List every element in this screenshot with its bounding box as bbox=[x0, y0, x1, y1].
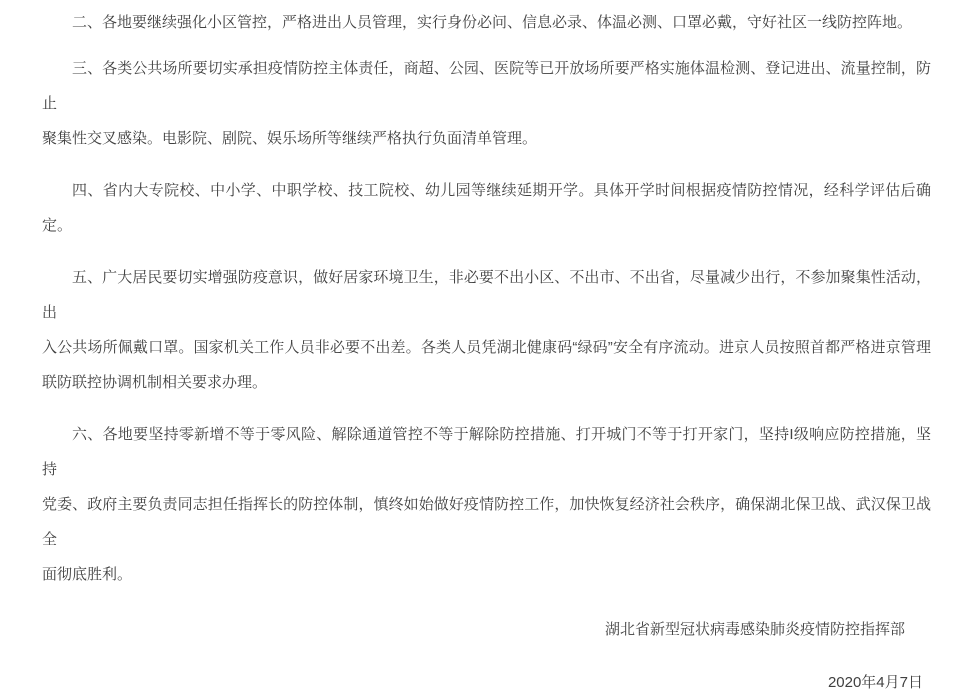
text-line: 二、各地要继续强化小区管控，严格进出人员管理，实行身份必问、信息必录、体温必测、口罩必戴，守好社区一线防控阵地。 bbox=[72, 14, 913, 31]
signature: 湖北省新型冠状病毒感染肺炎疫情防控指挥部 bbox=[604, 621, 905, 638]
text-line: 六、各地要坚持零新增不等于零风险、解除通道管控不等于解除防控措施、打开城门不等于打开家门，坚持I级响应防控措施，坚持 bbox=[42, 426, 931, 478]
date: 2020年4月7日 bbox=[827, 674, 923, 691]
text-line: 四、省内大专院校、中小学、中职学校、技工院校、幼儿园等继续延期开学。具体开学时间根据疫情防控情况，经科学评估后确定。 bbox=[42, 182, 931, 234]
text-line: 三、各类公共场所要切实承担疫情防控主体责任，商超、公园、医院等已开放场所要严格实施体温检测、登记进出、流量控制，防止 bbox=[42, 60, 931, 112]
paragraph-6 bbox=[42, 417, 931, 592]
paragraph-5 bbox=[42, 260, 931, 400]
text-line: 五、广大居民要切实增强防疫意识，做好居家环境卫生，非必要不出小区、不出市、不出省，尽量减少出行，不参加聚集性活动，出 bbox=[42, 269, 931, 321]
text-line: 面彻底胜利。 bbox=[42, 566, 133, 583]
paragraph-3 bbox=[42, 51, 931, 156]
paragraph-4 bbox=[42, 173, 931, 243]
paragraph-2 bbox=[42, 5, 931, 40]
text-line: 联防联控协调机制相关要求办理。 bbox=[42, 374, 268, 391]
text-line: 聚集性交叉感染。电影院、剧院、娱乐场所等继续严格执行负面清单管理。 bbox=[42, 130, 538, 147]
text-line: 入公共场所佩戴口罩。国家机关工作人员非必要不出差。各类人员凭湖北健康码“绿码”安全有序流动。进京人员按照首都严格进京管理 bbox=[42, 339, 931, 356]
text-line: 党委、政府主要负责同志担任指挥长的防控体制，慎终如始做好疫情防控工作，加快恢复经济社会秩序，确保湖北保卫战、武汉保卫战全 bbox=[42, 496, 931, 548]
